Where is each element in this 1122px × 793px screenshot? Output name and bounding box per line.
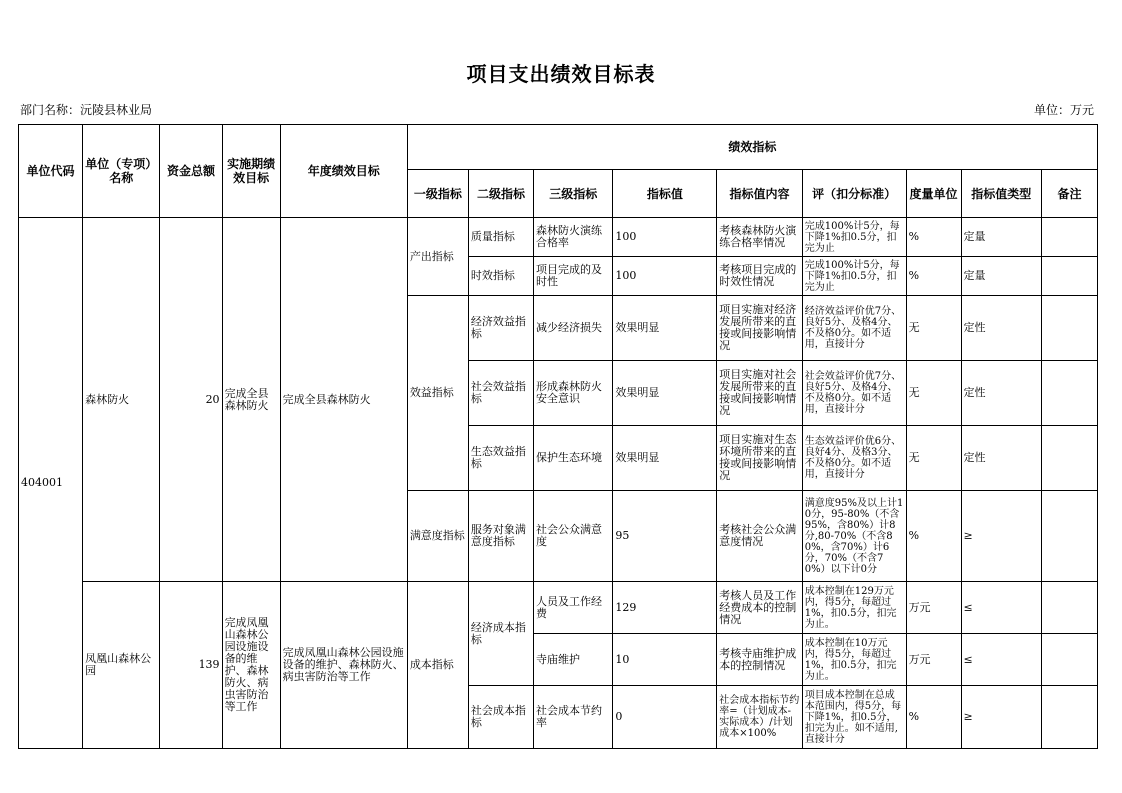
- header-value: 指标值: [613, 170, 717, 218]
- measure-cell: %: [906, 686, 961, 749]
- level3-cell: 减少经济损失: [534, 296, 613, 361]
- header-note: 备注: [1041, 170, 1097, 218]
- note-cell: [1041, 582, 1097, 634]
- period-goal-cell: 完成全县森林防火: [222, 218, 280, 582]
- content-cell: 项目实施对经济发展所带来的直接或间接影响情况: [717, 296, 803, 361]
- note-cell: [1041, 426, 1097, 491]
- type-cell: 定量: [961, 257, 1041, 296]
- level2-cell: 经济成本指标: [468, 582, 533, 686]
- header-performance-indicators: 绩效指标: [407, 125, 1097, 170]
- level2-cell: 时效指标: [468, 257, 533, 296]
- project-name-cell: 凤凰山森林公园: [83, 582, 160, 749]
- measure-cell: 万元: [906, 582, 961, 634]
- header-unit-code: 单位代码: [19, 125, 83, 218]
- type-cell: 定性: [961, 296, 1041, 361]
- score-cell: 成本控制在10万元内，得5分，每超过1%，扣0.5分，扣完为止。: [802, 634, 906, 686]
- type-cell: ≤: [961, 582, 1041, 634]
- score-cell: 生态效益评价优6分、良好4分、及格3分、不及格0分。如不适用，直接计分: [802, 426, 906, 491]
- level3-cell: 森林防火演练合格率: [534, 218, 613, 257]
- funds-cell: 20: [160, 218, 222, 582]
- type-cell: ≥: [961, 686, 1041, 749]
- type-cell: 定性: [961, 361, 1041, 426]
- measure-cell: 无: [906, 361, 961, 426]
- type-cell: ≤: [961, 634, 1041, 686]
- level3-cell: 社会公众满意度: [534, 491, 613, 582]
- performance-table: [18, 124, 1098, 749]
- unit-code-cell: 404001: [19, 218, 83, 749]
- level1-cell: 效益指标: [407, 296, 468, 491]
- header-level3: 三级指标: [534, 170, 613, 218]
- level1-cell: 成本指标: [407, 582, 468, 749]
- value-cell: 95: [613, 491, 717, 582]
- header-unit-name: 单位（专项）名称: [83, 125, 160, 218]
- table-row: [19, 218, 1098, 257]
- content-cell: 项目实施对社会发展所带来的直接或间接影响情况: [717, 361, 803, 426]
- level3-cell: 项目完成的及时性: [534, 257, 613, 296]
- level1-cell: 产出指标: [407, 218, 468, 296]
- measure-cell: 无: [906, 296, 961, 361]
- header-score: 评（扣分标准）: [802, 170, 906, 218]
- period-goal-cell: 完成凤凰山森林公园设施设备的维护、森林防火、病虫害防治等工作: [222, 582, 280, 749]
- content-cell: 考核社会公众满意度情况: [717, 491, 803, 582]
- content-cell: 考核人员及工作经费成本的控制情况: [717, 582, 803, 634]
- level3-cell: 寺庙维护: [534, 634, 613, 686]
- department-name: 部门名称：沅陵县林业局: [20, 103, 153, 117]
- note-cell: [1041, 257, 1097, 296]
- annual-goal-cell: 完成全县森林防火: [280, 218, 407, 582]
- measure-cell: %: [906, 257, 961, 296]
- type-cell: 定性: [961, 426, 1041, 491]
- level2-cell: 服务对象满意度指标: [468, 491, 533, 582]
- level2-cell: 社会成本指标: [468, 686, 533, 749]
- header-measure: 度量单位: [906, 170, 961, 218]
- measure-cell: 万元: [906, 634, 961, 686]
- score-cell: 经济效益评价优7分、良好5分、及格4分、不及格0分。如不适用，直接计分: [802, 296, 906, 361]
- value-cell: 0: [613, 686, 717, 749]
- header-total-funds: 资金总额: [160, 125, 222, 218]
- level3-cell: 形成森林防火安全意识: [534, 361, 613, 426]
- measure-cell: %: [906, 491, 961, 582]
- measure-cell: 无: [906, 426, 961, 491]
- value-cell: 129: [613, 582, 717, 634]
- note-cell: [1041, 491, 1097, 582]
- level3-cell: 社会成本节约率: [534, 686, 613, 749]
- score-cell: 项目成本控制在总成本范围内，得5分，每下降1%，扣0.5分，扣完为止。如不适用,直接计分: [802, 686, 906, 749]
- content-cell: 考核项目完成的时效性情况: [717, 257, 803, 296]
- note-cell: [1041, 218, 1097, 257]
- measure-cell: %: [906, 218, 961, 257]
- content-cell: 项目实施对生态环境所带来的直接或间接影响情况: [717, 426, 803, 491]
- score-cell: 完成100%计5分，每下降1%扣0.5分，扣完为止: [802, 257, 906, 296]
- score-cell: 完成100%计5分，每下降1%扣0.5分，扣完为止: [802, 218, 906, 257]
- currency-unit: 单位：万元: [1033, 103, 1094, 117]
- level3-cell: 保护生态环境: [534, 426, 613, 491]
- note-cell: [1041, 296, 1097, 361]
- type-cell: 定量: [961, 218, 1041, 257]
- note-cell: [1041, 361, 1097, 426]
- header-type: 指标值类型: [961, 170, 1041, 218]
- annual-goal-cell: 完成凤凰山森林公园设施设备的维护、森林防火、病虫害防治等工作: [280, 582, 407, 749]
- header-content: 指标值内容: [717, 170, 803, 218]
- level2-cell: 社会效益指标: [468, 361, 533, 426]
- header-level1: 一级指标: [407, 170, 468, 218]
- table-row: [19, 582, 1098, 634]
- level2-cell: 生态效益指标: [468, 426, 533, 491]
- header-period-goal: 实施期绩效目标: [222, 125, 280, 218]
- value-cell: 效果明显: [613, 296, 717, 361]
- level3-cell: 人员及工作经费: [534, 582, 613, 634]
- note-cell: [1041, 634, 1097, 686]
- value-cell: 100: [613, 218, 717, 257]
- content-cell: 考核森林防火演练合格率情况: [717, 218, 803, 257]
- page-title: 项目支出绩效目标表: [466, 62, 656, 86]
- content-cell: 考核寺庙维护成本的控制情况: [717, 634, 803, 686]
- header-level2: 二级指标: [468, 170, 533, 218]
- value-cell: 10: [613, 634, 717, 686]
- header-annual-goal: 年度绩效目标: [280, 125, 407, 218]
- level2-cell: 经济效益指标: [468, 296, 533, 361]
- level1-cell: 满意度指标: [407, 491, 468, 582]
- level2-cell: 质量指标: [468, 218, 533, 257]
- project-name-cell: 森林防火: [83, 218, 160, 582]
- score-cell: 社会效益评价优7分、良好5分、及格4分、不及格0分。如不适用，直接计分: [802, 361, 906, 426]
- funds-cell: 139: [160, 582, 222, 749]
- note-cell: [1041, 686, 1097, 749]
- score-cell: 成本控制在129万元内，得5分，每超过1%，扣0.5分，扣完为止。: [802, 582, 906, 634]
- type-cell: ≥: [961, 491, 1041, 582]
- score-cell: 满意度95%及以上计10分，95-80%（不含95%，含80%）计8分,80-70%（不含80%，含70%）计6分，70%（不含70%）以下计0分: [802, 491, 906, 582]
- value-cell: 效果明显: [613, 361, 717, 426]
- value-cell: 效果明显: [613, 426, 717, 491]
- content-cell: 社会成本指标节约率=（计划成本-实际成本）/计划成本×100%: [717, 686, 803, 749]
- value-cell: 100: [613, 257, 717, 296]
